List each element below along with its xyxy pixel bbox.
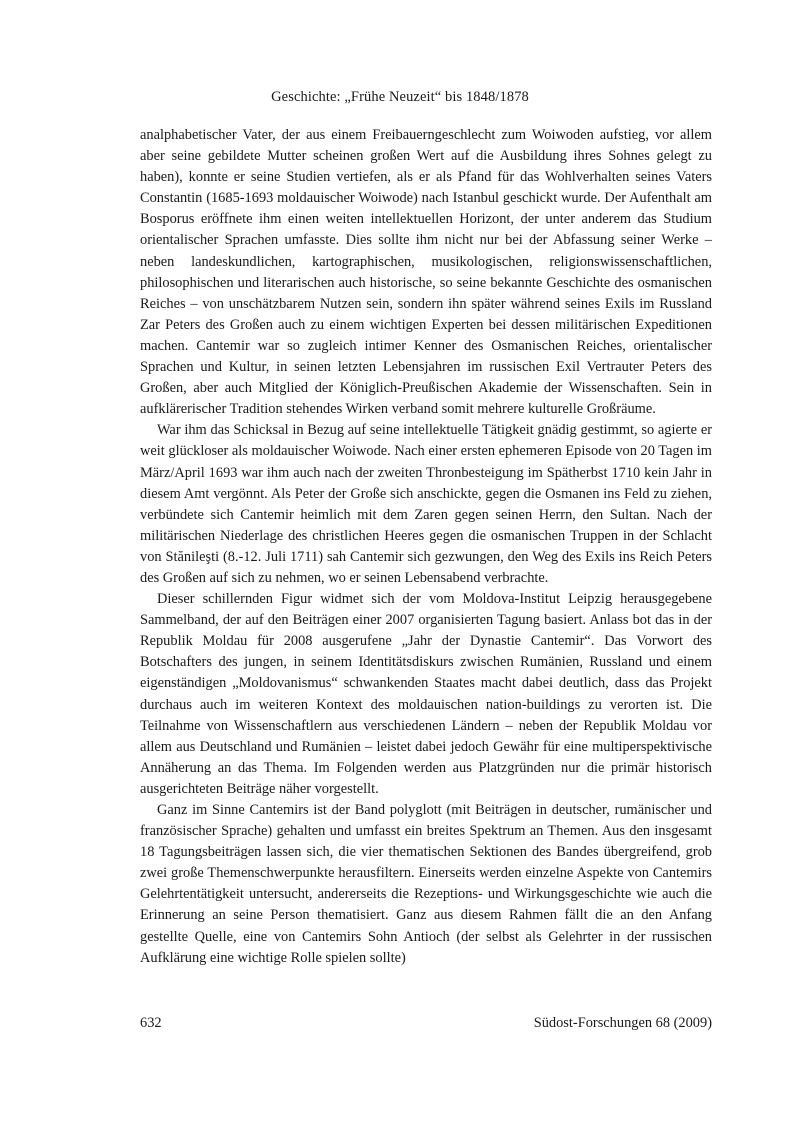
page-footer [140,1015,712,1032]
paragraph: Ganz im Sinne Cantemirs ist der Band polyglott (mit Beiträgen in deutscher, rumänischer und französischer Sprache) gehalten und umfasst ein breites Spektrum an Themen. Aus den insgesamt 18 Tagungsbeiträgen lassen sich, die vier thematischen Sektionen des Bandes übergreifend, grob zwei große Themenschwerpunkte herausfiltern. Einerseits werden einzelne Aspekte von Cantemirs Gelehrtentätigkeit untersucht, andererseits die Rezeptions- und Wirkungsgeschichte wie auch die Erinnerung an seine Person thematisiert. Ganz aus diesem Rahmen fällt die an den Anfang gestellte Quelle, eine von Cantemirs Sohn Antioch (der selbst als Gelehrter in der russischen Aufklärung eine wichtige Rolle spielen sollte) [140,802,712,966]
paragraph: Dieser schillernden Figur widmet sich der vom Moldova-Institut Leipzig herausgegebene Sammelband, der auf den Beiträgen einer 2007 organisierten Tagung basiert. Anlass bot das in der Republik Moldau für 2008 ausgerufene „Jahr der Dynastie Cantemir“. Das Vorwort des Botschafters des jungen, in seinem Identitätsdiskurs zwischen Rumänien, Russland und einem eigenständigen „Moldovanismus“ schwankenden Staates macht dabei deutlich, dass das Projekt durchaus auch im weiteren Kontext des moldauischen nation-buildings zu verorten ist. Die Teilnahme von Wissenschaftlern aus verschiedenen Ländern – neben der Republik Moldau vor allem aus Deutschland und Rumänien – leistet dabei jedoch Gewähr für eine multiperspektivische Annäherung an das Thema. Im Folgenden werden aus Platzgründen nur die primär historisch ausgerichteten Beiträge näher vorgestellt. [140,591,712,797]
page-number: 632 [140,1015,162,1031]
paragraph: War ihm das Schicksal in Bezug auf seine intellektuelle Tätigkeit gnädig gestimmt, so agierte er weit glückloser als moldauischer Woiwode. Nach einer ersten ephemeren Episode von 20 Tagen im März/April 1693 war ihm auch nach der zweiten Thronbesteigung im Spätherbst 1710 kein Jahr in diesem Amt vergönnt. Als Peter der Große sich anschickte, gegen die Osmanen ins Feld zu ziehen, verbündete sich Cantemir heimlich mit dem Zaren gegen seinen Herrn, den Sultan. Nach der militärischen Niederlage des christlichen Heeres gegen die osmanischen Truppen in der Schlacht von Stănileşti (8.-12. Juli 1711) sah Cantemir sich gezwungen, den Weg des Exils ins Reich Peters des Großen auf sich zu nehmen, wo er seinen Lebensabend verbrachte. [140,422,712,586]
paragraph: analphabetischer Vater, der aus einem Freibauerngeschlecht zum Woiwoden aufstieg, vor allem aber seine gebildete Mutter scheinen großen Wert auf die Ausbildung ihres Sohnes gelegt zu haben), konnte er seine Studien vertiefen, als er als Pfand für das Wohlverhalten seines Vaters Constantin (1685-1693 moldauischer Woiwode) nach Istanbul geschickt wurde. Der Aufenthalt am Bosporus eröffnete ihm einen weiten intellektuellen Horizont, der unter anderem das Studium orientalischer Sprachen umfasste. Dies sollte ihm nicht nur bei der Abfassung seiner Werke – neben landeskundlichen, kartographischen, musikologischen, religionswissenschaftlichen, philosophischen und literarischen auch historische, so seine bekannte Geschichte des osmanischen Reiches – von unschätzbarem Nutzen sein, sondern ihn später während seines Exils im Russland Zar Peters des Großen auch zu einem wichtigen Experten bei dessen militärischen Expeditionen machen. Cantemir war so zugleich intimer Kenner des Osmanischen Reiches, orientalischer Sprachen und Kultur, in seinen letzten Lebensjahren im russischen Exil Vertrauter Peters des Großen, aber auch Mitglied der Königlich-Preußischen Akademie der Wissenschaften. Sein in aufklärerischer Tradition stehendes Wirken verband somit mehrere kulturelle Großräume. [140,127,712,418]
journal-citation: Südost-Forschungen 68 (2009) [533,1015,712,1031]
body-text [140,125,712,969]
running-head: Geschichte: „Frühe Neuzeit“ bis 1848/1878 [271,89,529,105]
